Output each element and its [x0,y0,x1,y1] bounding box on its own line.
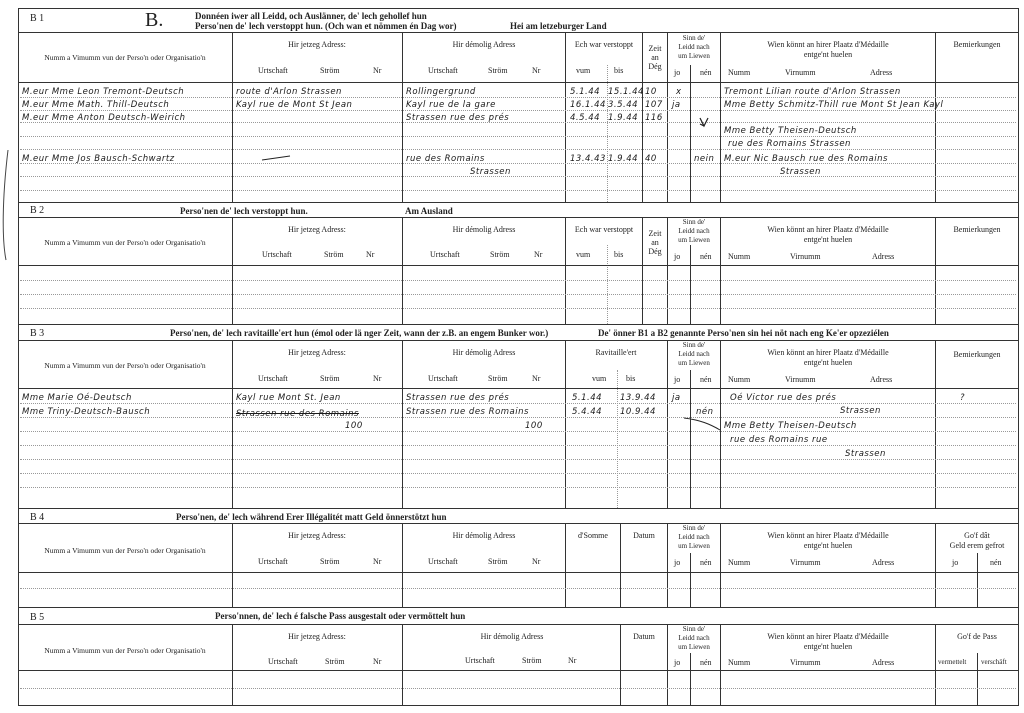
b1-row2-days: 107 [645,100,663,110]
margin-mark [3,150,8,260]
dash-mark [262,156,290,160]
b4-header-street: Ström [320,557,340,566]
section-code-b5: B 5 [30,612,45,623]
b1-header-street: Ström [320,66,340,75]
b3-header-remarks: Bemierkungen [953,350,1001,359]
b1-header-time-3: Dég [648,62,662,71]
b1-row3-name: M.eur Mme Anton Deutsch-Weirich [22,113,186,123]
b1-header-m-addr: Adress [870,68,893,77]
b4-header-lives-2: Leidd nach [678,533,710,541]
b5-header-lives-1: Sinn de' [682,625,706,633]
b2-header-m-first: Virnumm [790,252,821,261]
b3-row2-from: 5.4.44 [572,407,603,417]
b3-header-no: nén [700,375,712,384]
b1-row3-medal: Mme Betty Theisen-Deutsch [724,126,857,136]
b1-header-old-town: Urtschaft [428,66,458,75]
b3-header-lives-1: Sinn de' [682,341,706,349]
b1-header-remarks: Bemierkungen [953,40,1001,49]
b3-header-until: bis [626,374,636,383]
b3-row2-medal-street: rue des Romains rue [730,435,828,445]
b5-header-datum: Datum [633,632,655,641]
b3-header-from: vum [592,374,607,383]
b2-header-m-addr: Adress [872,252,895,261]
section-code-b2: B 2 [30,205,45,216]
b3-row2-name: Mme Triny-Deutsch-Bausch [22,407,151,417]
b1-row4-from: 13.4.43 [570,154,606,164]
b1-row4-old-town: Strassen [470,167,511,177]
b1-row1-medal: Tremont Lilian route d'Arlon Strassen [724,87,901,97]
b1-header-nr: Nr [373,66,382,75]
b1-header-no: nén [700,68,712,77]
b2-header-time-3: Dég [648,247,662,256]
b3-header-m-first: Virnumm [785,375,816,384]
b3-row1-current: Kayl rue Mont St. Jean [236,393,341,403]
b5-header-town: Urtschaft [268,657,298,666]
b3-header-name: Numm a Vimumm vun der Perso'n oder Organisatio'n [44,361,206,370]
b4-header-gold-no: nén [990,558,1002,567]
b2-header-time-2: an [651,238,659,247]
b1-row2-from: 16.1.44 [570,100,606,110]
b1-row2-name: M.eur Mme Math. Thill-Deutsch [22,100,170,110]
b1-row1-old: Rollingergrund [406,87,476,97]
b2-header-remarks: Bemierkungen [953,225,1001,234]
b2-header-no: nén [700,252,712,261]
b2-header-yes: jo [674,252,681,261]
b3-header-ravit: Ravitaille'ert [595,348,637,357]
b5-header-nr: Nr [373,657,382,666]
b4-header-no: nén [700,558,712,567]
b1-header-time-2: an [651,53,659,62]
b1-header-lives-1: Sinn de' [682,34,706,42]
b3-row1-from: 5.1.44 [572,393,603,403]
b4-header-m-addr: Adress [872,558,895,567]
b1-header-time-1: Zeit [648,44,662,53]
b2-header-from: vum [576,250,591,259]
b2-header-lives-1: Sinn de' [682,218,706,226]
b5-header-m-first: Virnumm [790,658,821,667]
b3-row2-old: Strassen rue des Romains [406,407,529,417]
b5-header-old-town: Urtschaft [465,656,495,665]
b4-header-yes: jo [674,558,681,567]
b3-header-old-town: Urtschaft [428,374,458,383]
b1-row2-until: 3.5.44 [608,100,639,110]
b5-header-pass: Go'f de Pass [957,632,997,641]
b1-header-hidden: Ech war verstoppt [574,40,634,49]
b2-header-hidden: Ech war verstoppt [574,225,634,234]
b1-row3-days: 116 [645,113,663,123]
b1-header-medal-2: entge'nt huelen [803,50,853,59]
b3-row1-name: Mme Marie Oé-Deutsch [22,393,132,403]
b4-header-m-name: Numm [728,558,751,567]
b3-row2-medal-town: Strassen [845,449,886,459]
b5-header-m-addr: Adress [872,658,895,667]
b5-header-lives-2: Leidd nach [678,634,710,642]
b1-row1-from: 5.1.44 [570,87,601,97]
b1-header-current: Hir jetzeg Adress: [288,40,346,49]
b5-header-name: Numm a Vimumm vun der Perso'n oder Organisatio'n [44,646,206,655]
b4-header-name: Numm a Vimumm vun der Perso'n oder Organisatio'n [44,546,206,555]
b2-land: Am Ausland [405,206,453,216]
b3-row1-medal: Oé Victor rue des prés [730,393,837,403]
b1-header-town: Urtschaft [258,66,288,75]
b4-header-old-nr: Nr [532,557,541,566]
b2-header-name: Numm a Vimumm vun der Perso'n oder Organisatio'n [44,238,206,247]
b3-header-old: Hir démolig Adress [452,348,516,357]
b1-row3-medal-cont: rue des Romains Strassen [728,139,851,149]
b2-header-time-1: Zeit [648,229,662,238]
b2-header-town: Urtschaft [262,250,292,259]
b1-row4-old: rue des Romains [406,154,485,164]
b1-row2-medal: Mme Betty Schmitz-Thill rue Mont St Jean Kayl [724,100,944,110]
b1-header-from: vum [576,66,591,75]
b3-row2-medal: Mme Betty Theisen-Deutsch [724,421,857,431]
b4-header-lives-3: um Liewen [678,542,710,550]
b5-header-m-name: Numm [728,658,751,667]
b1-header-lives-3: um Liewen [678,52,710,60]
b1-row1-name: M.eur Mme Leon Tremont-Deutsch [22,87,185,97]
b4-header-gold-1: Go'f dât [964,531,990,540]
b1-header-medal-1: Wien könnt an hirer Plaatz d'Médaille [767,40,889,49]
b5-header-street: Ström [325,657,345,666]
b5-header-medal-2: entge'nt huelen [803,642,853,651]
b3-row2-current: Strassen rue des Romains [236,409,359,419]
b2-title: Perso'nen de' lech verstoppt hun. [180,206,308,216]
b2-header-m-name: Numm [728,252,751,261]
b3-header-street: Ström [320,374,340,383]
b3-row1-old: Strassen rue des prés [406,393,510,403]
b3-header-lives-3: um Liewen [678,359,710,367]
b5-header-current: Hir jetzeg Adress: [288,632,346,641]
b3-header-town: Urtschaft [258,374,288,383]
b4-title: Perso'nen, de' lech während Erer Illégalitét matt Geld önnerstötzt hun [176,512,447,522]
b1-header-name: Numm a Vimumm vun der Perso'n oder Organisatio'n [44,53,206,62]
title-line1: Donnéen iwer all Leidd, och Auslänner, de' lech gehollef hun [195,11,427,21]
b5-header-old: Hir démolig Adress [480,632,544,641]
b2-header-old-street: Ström [490,250,510,259]
b1-row4-name: M.eur Mme Jos Bausch-Schwartz [22,154,175,164]
b4-header-lives-1: Sinn de' [682,524,706,532]
b1-row3-until: 1.9.44 [608,113,639,123]
b5-header-pass-no: verschäft [981,658,1007,666]
b3-row2-until: 10.9.44 [620,407,656,417]
b3-header-m-name: Numm [728,375,751,384]
b1-header-old-street: Ström [488,66,508,75]
b2-header-lives-3: um Liewen [678,236,710,244]
b4-header-datum: Datum [633,531,655,540]
b2-header-old: Hir démolig Adress [452,225,516,234]
b1-header-lives-2: Leidd nach [678,43,710,51]
b1-header-yes: jo [674,68,681,77]
b1-row4-no: nein [694,154,715,164]
b4-header-town: Urtschaft [258,557,288,566]
b5-header-medal-1: Wien könnt an hirer Plaatz d'Médaille [767,632,889,641]
b3-header-lives-2: Leidd nach [678,350,710,358]
b1-row2-old: Kayl rue de la gare [406,100,496,110]
b5-header-pass-yes: vermettelt [938,658,967,666]
section-code-b4: B 4 [30,512,45,523]
b2-header-old-town: Urtschaft [430,250,460,259]
b3-note: De' önner B1 a B2 genannte Perso'nen sin hei nöt nach eng Ke'er opzeziélen [598,328,889,338]
b3-row1-until: 13.9.44 [620,393,656,403]
b3-row1-remark: ? [960,393,966,403]
b3-header-old-nr: Nr [532,374,541,383]
title-line2: Perso'nen de' lech verstoppt hun. (Och wan et nömmen én Dag wor) [195,21,457,31]
b1-row1-days: 10 [645,87,657,97]
b1-header-m-name: Numm [728,68,751,77]
b1-row1-until: 15.1.44 [608,87,644,97]
b1-row4-until: 1.9.44 [608,154,639,164]
b4-header-old: Hir démolig Adress [452,531,516,540]
b1-row3-from: 4.5.44 [570,113,601,123]
b4-header-somme: d'Somme [578,531,608,540]
b1-row3-old: Strassen rue des prés [406,113,510,123]
b3-row2-cur-nr: 100 [345,421,363,431]
b4-header-old-street: Ström [488,557,508,566]
b3-row1-yes: ja [672,393,681,403]
b3-header-current: Hir jetzeg Adress: [288,348,346,357]
b1-header-m-first: Virnumm [785,68,816,77]
b3-header-old-street: Ström [488,374,508,383]
b5-header-old-street: Ström [522,656,542,665]
b5-title: Perso'nnen, de' lech é falsche Pass ausgestalt oder vermöttelt hun [215,611,466,621]
b1-row2-current: Kayl rue de Mont St Jean [236,100,353,110]
arrow-mark [700,118,708,126]
b4-header-nr: Nr [373,557,382,566]
b1-header-old-nr: Nr [532,66,541,75]
b3-header-medal-1: Wien könnt an hirer Plaatz d'Médaille [767,348,889,357]
b3-header-yes: jo [674,375,681,384]
form-letter: B. [145,9,164,31]
b4-header-gold-yes: jo [952,558,959,567]
b3-row1-medal-town: Strassen [840,406,881,416]
b5-header-old-nr: Nr [568,656,577,665]
b3-title: Perso'nen, de' lech ravitaille'ert hun (émol oder lä nger Zeit, wann der z.B. an engem Bunker wor.) [170,328,549,338]
b2-header-until: bis [614,250,624,259]
b2-header-medal-1: Wien könnt an hirer Plaatz d'Médaille [767,225,889,234]
b2-header-nr: Nr [366,250,375,259]
b5-header-no: nén [700,658,712,667]
b3-header-medal-2: entge'nt huelen [803,358,853,367]
b2-header-current: Hir jetzeg Adress: [288,225,346,234]
b1-row2-yes: ja [672,100,681,110]
section-code-b3: B 3 [30,328,45,339]
b2-header-street: Ström [324,250,344,259]
b1-row1-yes: x [676,87,682,97]
b4-header-gold-2: Geld erem gefrot [949,541,1005,550]
b4-header-current: Hir jetzeg Adress: [288,531,346,540]
b1-row4-days: 40 [645,154,657,164]
b4-header-old-town: Urtschaft [428,557,458,566]
b1-row1-current: route d'Arlon Strassen [236,87,342,97]
section-code-b1: B 1 [30,13,45,24]
b2-header-medal-2: entge'nt huelen [803,235,853,244]
b3-header-m-addr: Adress [870,375,893,384]
b3-header-nr: Nr [373,374,382,383]
b1-header-until: bis [614,66,624,75]
b2-header-old-nr: Nr [534,250,543,259]
b4-header-medal-2: entge'nt huelen [803,541,853,550]
title-land: Hei am letzeburger Land [510,21,607,31]
b3-row2-no: nén [696,407,714,417]
b5-header-yes: jo [674,658,681,667]
b2-header-lives-2: Leidd nach [678,227,710,235]
b1-header-old: Hir démolig Adress [452,40,516,49]
b1-row4-medal: M.eur Nic Bausch rue des Romains [724,154,888,164]
b4-header-m-first: Virnumm [790,558,821,567]
b5-header-lives-3: um Liewen [678,643,710,651]
b4-header-medal-1: Wien könnt an hirer Plaatz d'Médaille [767,531,889,540]
b3-row2-old-nr: 100 [525,421,543,431]
b1-row4-medal-town: Strassen [780,167,821,177]
